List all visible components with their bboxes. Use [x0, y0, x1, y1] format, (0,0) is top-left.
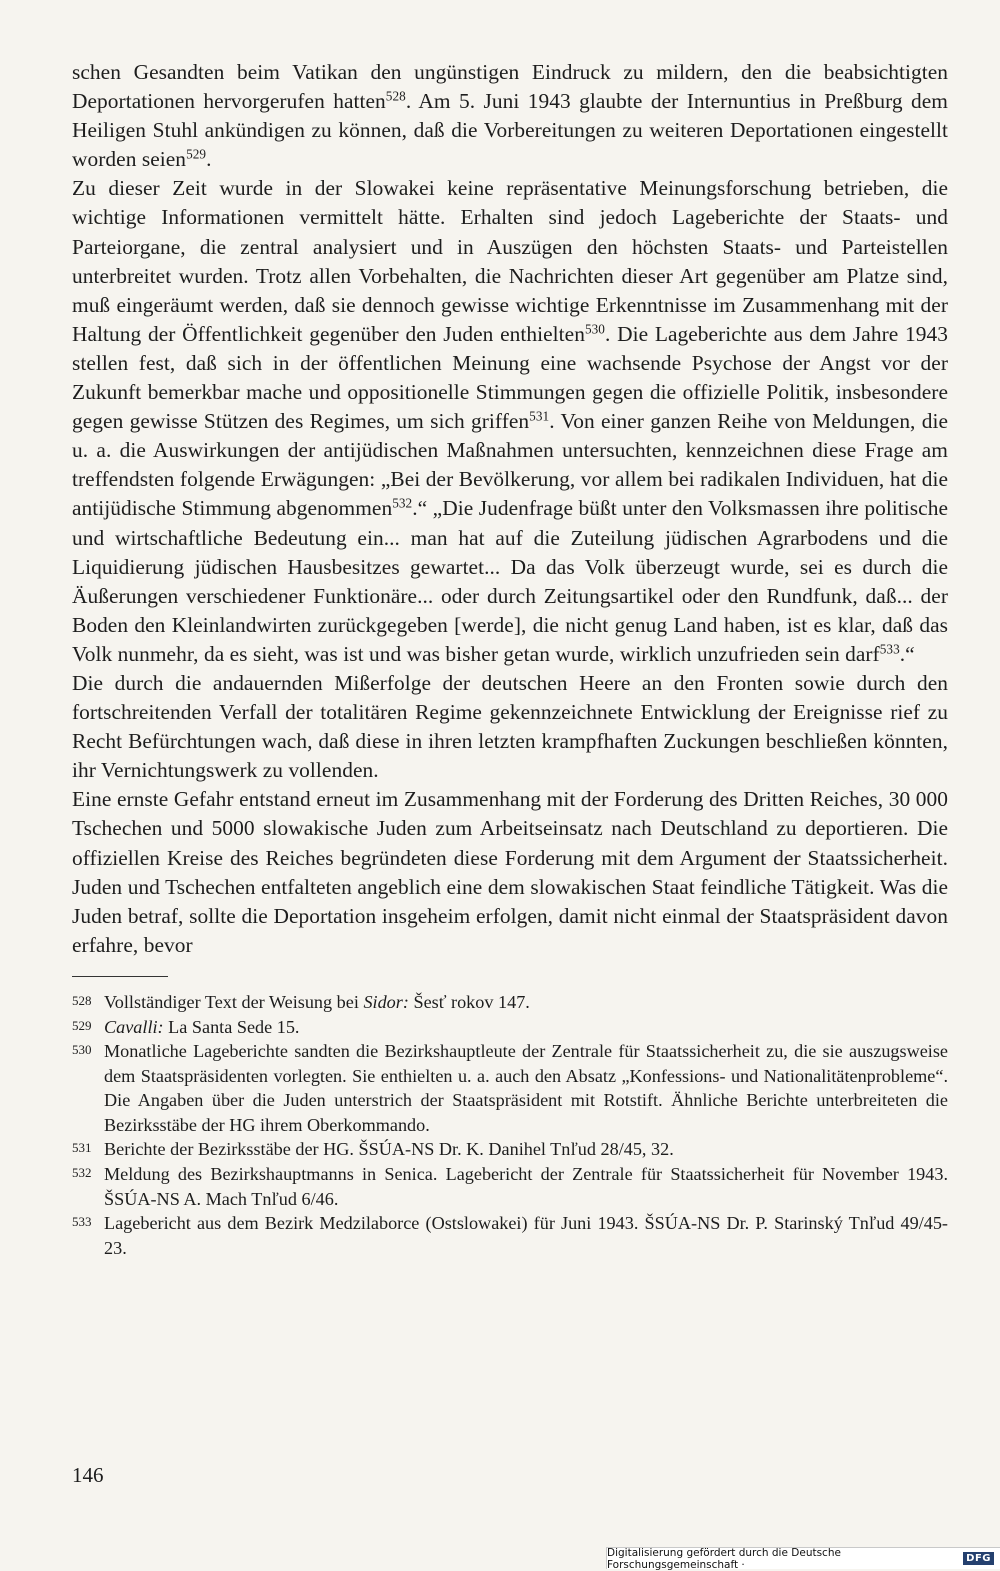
footnote-text	[104, 1039, 948, 1137]
page-number: 146	[72, 1463, 104, 1487]
text-run: .“	[899, 641, 915, 666]
text-run: Vollständiger Text der Weisung bei	[104, 991, 364, 1012]
text-run: Berichte der Bezirksstäbe der HG. ŠSÚA-NS Dr. K. Danihel Tnľud 28/45, 32.	[104, 1139, 674, 1160]
text-run: Lagebericht aus dem Bezirk Medzilaborce (Ostslowakei) für Juni 1943. ŠSÚA-NS Dr. P. Starinský Tnľud 49/45-23.	[104, 1213, 948, 1258]
author-name: Cavalli:	[104, 1016, 164, 1037]
text-run: Zu dieser Zeit wurde in der Slowakei keine repräsentative Meinungsforschung betrieben, die wichtige Informationen vermittelt hätte. Erhalten sind jedoch Lageberichte der Staats- und Parteiorgane, die zentral analysiert und in Auszügen den höchsten Staats- und Parteistellen unterbreitet wurden. Trotz allen Vorbehalten, die Nachrichten dieser Art gegenüber am Platze sind, muß eingeräumt werden, daß sie dennoch gewisse wichtige Erkenntnisse im Zusammenhang mit der Haltung der Öffentlichkeit gegenüber den Juden enthielten	[72, 176, 948, 346]
footnote-number: 533	[72, 1214, 92, 1230]
author-name: Sidor:	[363, 991, 409, 1012]
footnote-number: 528	[72, 992, 92, 1008]
footnote-ref: 529	[186, 146, 207, 162]
footnote-ref: 531	[529, 408, 550, 424]
text-run: Šesť rokov 147.	[408, 991, 530, 1012]
footnote-530	[72, 1039, 948, 1137]
footnote-divider	[72, 976, 168, 977]
footnote-text	[104, 990, 948, 1015]
footnote-number: 530	[72, 1042, 92, 1058]
footnote-532	[72, 1162, 948, 1211]
text-run: Meldung des Bezirkshauptmanns in Senica. Lagebericht der Zentrale für Staatssicherheit für November 1943. ŠSÚA-NS A. Mach Tnľud 6/46.	[104, 1164, 948, 1209]
text-run: Monatliche Lageberichte sandten die Bezirkshauptleute der Zentrale für Staatssicherheit zu, die sie auszugsweise dem Staatspräsidenten vorlegten. Sie enthielten u. a. auch den Absatz „Konfessions- und Nationalitätenprobleme“. Die Angaben über die Juden unterstrich der Staatspräsident mit Rotstift. Ähnliche Berichte unterbreiteten die Bezirksstäbe der HG ihrem Oberkommando.	[104, 1041, 948, 1135]
dfg-logo: DFG	[963, 1552, 994, 1565]
text-run: .	[206, 147, 212, 172]
footnote-number: 529	[72, 1017, 92, 1033]
footnote-ref: 533	[879, 641, 900, 657]
body-text	[72, 58, 948, 960]
footnote-ref: 530	[584, 321, 605, 337]
footnote-text	[104, 1015, 948, 1040]
digitization-footer	[606, 1547, 1000, 1569]
text-run: .“ „Die Judenfrage büßt unter den Volksmassen ihre politische und wirtschaftliche Bedeutung ein... man hat auf die Zuteilung jüdischen Agrarbodens und die Liquidierung jüdischen Hausbesitzes gewartet... Da das Volk überzeugt wurde, sei es durch die Äußerungen verschiedener Funktionäre... oder durch Zeitungsartikel oder den Rundfunk, daß... der Boden den Kleinlandwirten zurückgegeben [werde], die nicht genug Land haben, ist es klar, daß das Volk nunmehr, da es sieht, was ist und was bisher getan wurde, wirklich unzufrieden sein darf	[72, 496, 948, 666]
page-content	[72, 58, 948, 1260]
text-run: Eine ernste Gefahr entstand erneut im Zusammenhang mit der Forderung des Dritten Reiches, 30 000 Tschechen und 5000 slowakische Juden zum Arbeitseinsatz nach Deutschland zu deportieren. Die offiziellen Kreise des Reiches begründeten diese Forderung mit dem Argument der Staatssicherheit. Juden und Tschechen entfalteten angeblich eine dem slowakischen Staat feindliche Tätigkeit. Was die Juden betraf, sollte die Deportation insgeheim erfolgen, damit nicht einmal der Staatspräsident davon erfahre, bevor	[72, 787, 948, 957]
text-run: Die durch die andauernden Mißerfolge der deutschen Heere an den Fronten sowie durch den fortschreitenden Verfall der totalitären Regime gekennzeichnete Entwicklung der Ereignisse rief zu Recht Befürchtungen wach, daß diese in ihren letzten krampfhaften Zuckungen beschließen könnten, ihr Vernichtungswerk zu vollenden.	[72, 670, 948, 783]
text-run: . Am 5. Juni 1943 glaubte der Internuntius in Preßburg dem Heiligen Stuhl ankündigen zu können, daß die Vorbereitungen zu weiteren Deportationen eingestellt worden seien	[72, 89, 948, 172]
text-run: . Von einer ganzen Reihe von Meldungen, die u. a. die Auswirkungen der antijüdischen Maßnahmen untersuchten, kennzeichnen diese Frage am treffendsten folgende Erwägungen: „Bei der Bevölkerung, vor allem bei radikalen Individuen, hat die antijüdische Stimmung abgenommen	[72, 409, 948, 521]
footnote-number: 531	[72, 1140, 92, 1156]
footnotes	[72, 990, 948, 1261]
footnote-text	[104, 1211, 948, 1260]
paragraph-2	[72, 174, 948, 669]
text-run: . Die Lageberichte aus dem Jahre 1943 stellen fest, daß sich in der öffentlichen Meinung eine wachsende Psychose der Angst vor der Zukunft bemerkbar mache und oppositionelle Stimmungen gegen die offizielle Politik, insbesondere gegen gewisse Stützen des Regimes, um sich griffen	[72, 321, 948, 434]
paragraph-4	[72, 785, 948, 960]
paragraph-1	[72, 58, 948, 174]
footer-credit: Digitalisierung gefördert durch die Deutsche Forschungsgemeinschaft ·	[607, 1546, 841, 1571]
footnote-531	[72, 1137, 948, 1162]
footnote-533	[72, 1211, 948, 1260]
paragraph-3	[72, 669, 948, 785]
footnote-529	[72, 1015, 948, 1040]
footnote-528	[72, 990, 948, 1015]
text-run: schen Gesandten beim Vatikan den ungünstigen Eindruck zu mildern, den die beabsichtigten Deportationen hervorgerufen hatten	[72, 60, 948, 114]
footnote-ref: 528	[385, 88, 406, 104]
footnote-number: 532	[72, 1165, 92, 1181]
footnote-text	[104, 1162, 948, 1211]
text-run: La Santa Sede 15.	[163, 1016, 300, 1037]
footnote-text	[104, 1137, 948, 1162]
footnote-ref: 532	[392, 496, 413, 512]
